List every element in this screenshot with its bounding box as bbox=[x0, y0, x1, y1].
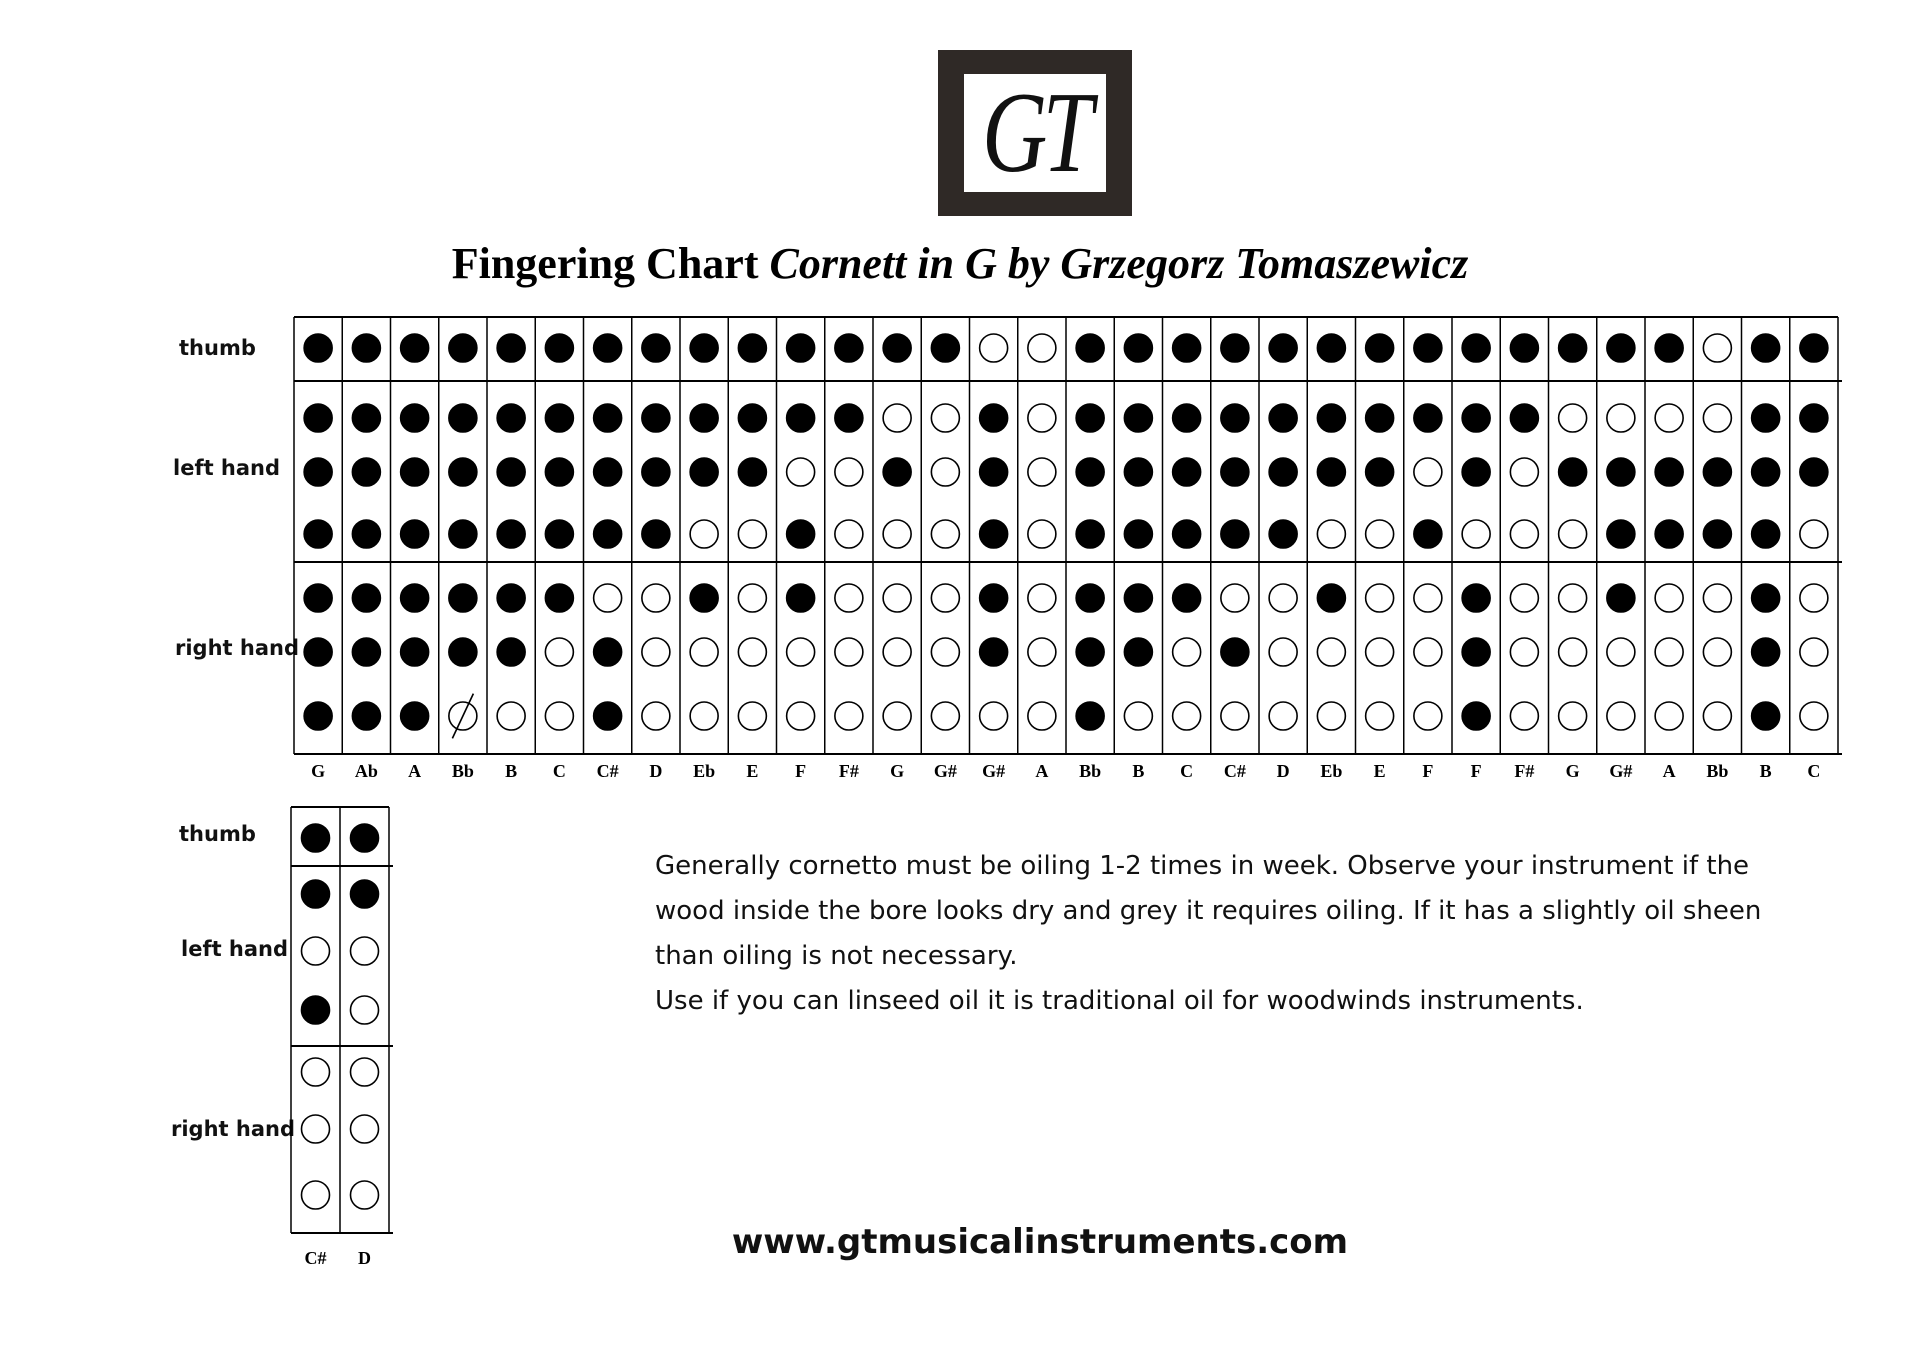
main-hole-left-1-closed bbox=[545, 404, 573, 432]
main-hole-thumb-closed bbox=[1559, 334, 1587, 362]
main-hole-right-1-closed bbox=[1462, 584, 1490, 612]
main-hole-right-2-closed bbox=[449, 638, 477, 666]
main-hole-right-1-open bbox=[1028, 584, 1056, 612]
main-hole-thumb-closed bbox=[1510, 334, 1538, 362]
main-note-label: G bbox=[311, 761, 326, 781]
main-hole-left-1-closed bbox=[497, 404, 525, 432]
main-hole-left-1-open bbox=[931, 404, 959, 432]
main-hole-left-3-open bbox=[738, 520, 766, 548]
main-hole-left-3-open bbox=[1800, 520, 1828, 548]
main-hole-left-1-closed bbox=[1124, 404, 1152, 432]
main-hole-right-2-open bbox=[642, 638, 670, 666]
small-hole-thumb-closed bbox=[302, 824, 330, 852]
main-hole-left-2-open bbox=[1414, 458, 1442, 486]
main-hole-left-2-closed bbox=[980, 458, 1008, 486]
main-note-label: A bbox=[1035, 761, 1049, 781]
small-note-label: C# bbox=[304, 1248, 327, 1268]
main-hole-left-1-closed bbox=[1800, 404, 1828, 432]
care-notes-line-3: than oiling is not necessary. bbox=[655, 941, 1018, 971]
main-hole-thumb-open bbox=[1028, 334, 1056, 362]
main-hole-left-2-closed bbox=[1559, 458, 1587, 486]
main-hole-left-1-closed bbox=[1414, 404, 1442, 432]
main-hole-right-3-open bbox=[545, 702, 573, 730]
main-note-label: G# bbox=[1609, 761, 1633, 781]
main-hole-right-3-open bbox=[1124, 702, 1152, 730]
main-hole-left-3-closed bbox=[545, 520, 573, 548]
main-note-label: Ab bbox=[354, 761, 378, 781]
main-hole-left-1-closed bbox=[1269, 404, 1297, 432]
small-note-label: D bbox=[358, 1248, 371, 1268]
small-hole-right-2-open bbox=[351, 1115, 379, 1143]
main-note-label: A bbox=[1662, 761, 1676, 781]
main-hole-right-1-open bbox=[1655, 584, 1683, 612]
main-hole-right-2-open bbox=[738, 638, 766, 666]
main-hole-thumb-closed bbox=[642, 334, 670, 362]
main-hole-left-1-closed bbox=[449, 404, 477, 432]
main-hole-thumb-closed bbox=[931, 334, 959, 362]
small-left-hand-label: left hand bbox=[181, 937, 289, 961]
main-hole-right-3-open bbox=[690, 702, 718, 730]
main-hole-right-1-open bbox=[835, 584, 863, 612]
main-hole-thumb-closed bbox=[545, 334, 573, 362]
main-hole-left-2-open bbox=[931, 458, 959, 486]
main-hole-left-2-open bbox=[1028, 458, 1056, 486]
main-hole-thumb-closed bbox=[1076, 334, 1104, 362]
small-right-hand-label: right hand bbox=[171, 1117, 295, 1141]
main-note-label: C bbox=[1807, 761, 1821, 781]
main-hole-left-2-closed bbox=[401, 458, 429, 486]
main-hole-left-3-closed bbox=[980, 520, 1008, 548]
main-hole-thumb-closed bbox=[1317, 334, 1345, 362]
main-hole-right-3-open bbox=[1366, 702, 1394, 730]
main-hole-left-3-open bbox=[1462, 520, 1490, 548]
main-hole-left-2-closed bbox=[1317, 458, 1345, 486]
main-note-label: G bbox=[890, 761, 905, 781]
gt-logo-text: GT bbox=[981, 74, 1089, 192]
main-hole-left-3-open bbox=[835, 520, 863, 548]
main-note-label: G# bbox=[933, 761, 957, 781]
main-hole-left-3-closed bbox=[642, 520, 670, 548]
main-hole-right-3-open bbox=[1173, 702, 1201, 730]
small-hole-right-1-open bbox=[302, 1058, 330, 1086]
main-hole-right-1-open bbox=[1559, 584, 1587, 612]
main-hole-left-3-closed bbox=[594, 520, 622, 548]
main-hole-left-1-open bbox=[1703, 404, 1731, 432]
main-hole-right-2-open bbox=[545, 638, 573, 666]
care-notes-line-2: wood inside the bore looks dry and grey it requires oiling. If it has a slightly oil sheen bbox=[655, 896, 1762, 926]
main-note-label: Eb bbox=[1320, 761, 1343, 781]
main-hole-left-3-closed bbox=[304, 520, 332, 548]
main-hole-left-2-closed bbox=[1462, 458, 1490, 486]
main-hole-right-3-open bbox=[1655, 702, 1683, 730]
main-hole-left-2-closed bbox=[497, 458, 525, 486]
main-hole-right-1-closed bbox=[1124, 584, 1152, 612]
main-left-hand-label: left hand bbox=[173, 456, 281, 480]
main-hole-right-2-open bbox=[1703, 638, 1731, 666]
main-hole-left-3-open bbox=[883, 520, 911, 548]
main-hole-right-2-open bbox=[1510, 638, 1538, 666]
main-hole-left-1-closed bbox=[1221, 404, 1249, 432]
main-note-label: C bbox=[552, 761, 566, 781]
main-hole-right-1-open bbox=[1221, 584, 1249, 612]
small-hole-left-3-open bbox=[351, 996, 379, 1024]
main-note-label: F bbox=[795, 761, 807, 781]
main-hole-left-3-open bbox=[1028, 520, 1056, 548]
small-hole-right-3-open bbox=[351, 1181, 379, 1209]
main-hole-right-1-closed bbox=[401, 584, 429, 612]
main-hole-thumb-closed bbox=[1800, 334, 1828, 362]
main-hole-right-2-open bbox=[931, 638, 959, 666]
main-hole-left-1-closed bbox=[1173, 404, 1201, 432]
main-note-label: F bbox=[1422, 761, 1434, 781]
small-hole-right-1-open bbox=[351, 1058, 379, 1086]
main-hole-right-2-closed bbox=[1076, 638, 1104, 666]
main-note-label: C bbox=[1180, 761, 1194, 781]
main-hole-right-1-open bbox=[738, 584, 766, 612]
main-hole-left-3-open bbox=[1510, 520, 1538, 548]
main-thumb-label: thumb bbox=[179, 336, 256, 360]
main-hole-left-1-open bbox=[1607, 404, 1635, 432]
main-hole-thumb-closed bbox=[690, 334, 718, 362]
main-hole-right-2-open bbox=[1559, 638, 1587, 666]
main-hole-right-1-closed bbox=[1173, 584, 1201, 612]
main-hole-left-2-open bbox=[787, 458, 815, 486]
main-hole-left-3-closed bbox=[497, 520, 525, 548]
main-hole-left-2-closed bbox=[594, 458, 622, 486]
main-hole-thumb-closed bbox=[401, 334, 429, 362]
main-note-label: E bbox=[746, 761, 759, 781]
main-hole-left-3-closed bbox=[1607, 520, 1635, 548]
main-hole-left-1-closed bbox=[835, 404, 863, 432]
main-hole-right-2-closed bbox=[980, 638, 1008, 666]
main-hole-right-3-open bbox=[1221, 702, 1249, 730]
main-hole-right-2-open bbox=[835, 638, 863, 666]
main-hole-left-1-closed bbox=[1366, 404, 1394, 432]
main-hole-left-2-closed bbox=[1800, 458, 1828, 486]
main-hole-left-3-closed bbox=[1269, 520, 1297, 548]
main-hole-thumb-open bbox=[1703, 334, 1731, 362]
main-hole-right-1-open bbox=[1800, 584, 1828, 612]
main-hole-right-3-closed bbox=[594, 702, 622, 730]
main-hole-left-2-closed bbox=[1655, 458, 1683, 486]
main-hole-thumb-closed bbox=[1124, 334, 1152, 362]
main-note-label: F bbox=[1470, 761, 1482, 781]
main-note-label: A bbox=[408, 761, 422, 781]
main-hole-left-3-closed bbox=[1076, 520, 1104, 548]
main-note-label: G bbox=[1565, 761, 1580, 781]
small-hole-left-3-closed bbox=[302, 996, 330, 1024]
main-hole-right-3-open bbox=[1028, 702, 1056, 730]
main-hole-right-3-closed bbox=[352, 702, 380, 730]
main-hole-right-2-closed bbox=[1752, 638, 1780, 666]
main-hole-right-2-closed bbox=[497, 638, 525, 666]
main-hole-right-3-open bbox=[497, 702, 525, 730]
main-hole-thumb-closed bbox=[1269, 334, 1297, 362]
small-hole-left-2-open bbox=[302, 937, 330, 965]
main-hole-right-3-closed bbox=[1462, 702, 1490, 730]
main-hole-left-2-closed bbox=[545, 458, 573, 486]
main-note-label: B bbox=[1759, 761, 1772, 781]
main-hole-thumb-closed bbox=[1607, 334, 1635, 362]
main-note-label: D bbox=[649, 761, 663, 781]
main-hole-left-3-open bbox=[1317, 520, 1345, 548]
main-note-label: Bb bbox=[1706, 761, 1729, 781]
main-hole-right-3-closed bbox=[304, 702, 332, 730]
main-hole-left-3-closed bbox=[1221, 520, 1249, 548]
main-hole-right-3-closed bbox=[1752, 702, 1780, 730]
main-hole-thumb-closed bbox=[738, 334, 766, 362]
small-hole-right-2-open bbox=[302, 1115, 330, 1143]
main-hole-right-3-open bbox=[1800, 702, 1828, 730]
main-hole-thumb-closed bbox=[497, 334, 525, 362]
main-hole-left-1-closed bbox=[690, 404, 718, 432]
main-hole-left-3-closed bbox=[1124, 520, 1152, 548]
main-hole-left-3-closed bbox=[352, 520, 380, 548]
main-hole-thumb-closed bbox=[1366, 334, 1394, 362]
main-hole-left-2-closed bbox=[1366, 458, 1394, 486]
main-hole-thumb-closed bbox=[449, 334, 477, 362]
main-hole-right-1-closed bbox=[352, 584, 380, 612]
main-hole-left-3-open bbox=[1559, 520, 1587, 548]
main-hole-right-3-open bbox=[1607, 702, 1635, 730]
small-hole-left-2-open bbox=[351, 937, 379, 965]
main-hole-right-1-open bbox=[1366, 584, 1394, 612]
main-note-label: Bb bbox=[1079, 761, 1102, 781]
website-url: www.gtmusicalinstruments.com bbox=[731, 1222, 1349, 1262]
main-hole-left-2-closed bbox=[738, 458, 766, 486]
main-hole-right-3-open bbox=[787, 702, 815, 730]
main-hole-left-2-open bbox=[835, 458, 863, 486]
main-hole-left-1-open bbox=[1655, 404, 1683, 432]
main-hole-right-1-closed bbox=[1317, 584, 1345, 612]
main-hole-right-2-open bbox=[1173, 638, 1201, 666]
main-note-label: E bbox=[1373, 761, 1386, 781]
small-hole-left-1-closed bbox=[302, 880, 330, 908]
main-hole-right-1-open bbox=[642, 584, 670, 612]
main-hole-left-2-closed bbox=[449, 458, 477, 486]
small-thumb-label: thumb bbox=[179, 822, 256, 846]
main-hole-right-1-closed bbox=[1607, 584, 1635, 612]
main-hole-thumb-closed bbox=[1173, 334, 1201, 362]
main-hole-left-2-closed bbox=[1269, 458, 1297, 486]
main-hole-thumb-closed bbox=[1414, 334, 1442, 362]
main-hole-thumb-closed bbox=[1221, 334, 1249, 362]
main-hole-right-1-closed bbox=[787, 584, 815, 612]
main-hole-thumb-closed bbox=[352, 334, 380, 362]
main-hole-right-2-open bbox=[1366, 638, 1394, 666]
main-hole-thumb-closed bbox=[304, 334, 332, 362]
main-hole-left-2-closed bbox=[1124, 458, 1152, 486]
care-notes bbox=[655, 844, 1795, 1024]
main-hole-right-3-open bbox=[642, 702, 670, 730]
main-hole-left-1-closed bbox=[1076, 404, 1104, 432]
main-note-label: F# bbox=[838, 761, 859, 781]
main-hole-left-2-closed bbox=[1221, 458, 1249, 486]
small-hole-thumb-closed bbox=[351, 824, 379, 852]
main-note-label: B bbox=[1132, 761, 1145, 781]
main-hole-left-2-closed bbox=[883, 458, 911, 486]
main-note-label: C# bbox=[596, 761, 619, 781]
main-hole-right-2-closed bbox=[1462, 638, 1490, 666]
care-notes-line-1: Generally cornetto must be oiling 1-2 times in week. Observe your instrument if the bbox=[655, 851, 1750, 881]
care-notes-line-4: Use if you can linseed oil it is traditional oil for woodwinds instruments. bbox=[655, 986, 1584, 1016]
main-note-label: F# bbox=[1514, 761, 1535, 781]
main-hole-right-2-open bbox=[1655, 638, 1683, 666]
main-hole-left-1-closed bbox=[1752, 404, 1780, 432]
main-hole-right-3-open bbox=[883, 702, 911, 730]
main-hole-right-2-open bbox=[1414, 638, 1442, 666]
main-hole-right-2-open bbox=[690, 638, 718, 666]
main-hole-thumb-closed bbox=[594, 334, 622, 362]
main-hole-right-1-closed bbox=[690, 584, 718, 612]
title-prefix: Fingering Chart bbox=[451, 239, 759, 288]
main-hole-right-3-closed bbox=[1076, 702, 1104, 730]
main-hole-right-2-closed bbox=[304, 638, 332, 666]
main-hole-left-3-closed bbox=[1703, 520, 1731, 548]
main-hole-right-3-closed bbox=[401, 702, 429, 730]
main-hole-left-3-closed bbox=[787, 520, 815, 548]
main-hole-right-3-open bbox=[931, 702, 959, 730]
main-hole-left-3-closed bbox=[449, 520, 477, 548]
main-note-label: G# bbox=[982, 761, 1006, 781]
main-hole-right-2-closed bbox=[1221, 638, 1249, 666]
main-right-hand-label: right hand bbox=[175, 636, 299, 660]
main-hole-right-3-open bbox=[835, 702, 863, 730]
main-hole-right-2-closed bbox=[401, 638, 429, 666]
main-hole-thumb-closed bbox=[883, 334, 911, 362]
main-hole-right-2-closed bbox=[594, 638, 622, 666]
main-hole-left-2-closed bbox=[352, 458, 380, 486]
main-hole-right-3-open bbox=[1414, 702, 1442, 730]
main-hole-left-3-closed bbox=[401, 520, 429, 548]
main-hole-left-3-open bbox=[690, 520, 718, 548]
main-hole-left-2-closed bbox=[1607, 458, 1635, 486]
main-hole-right-2-open bbox=[787, 638, 815, 666]
main-hole-right-1-closed bbox=[449, 584, 477, 612]
main-hole-left-3-open bbox=[1366, 520, 1394, 548]
main-hole-left-1-open bbox=[883, 404, 911, 432]
title-instrument: Cornett in G by Grzegorz Tomaszewicz bbox=[769, 239, 1469, 288]
main-hole-left-1-open bbox=[1559, 404, 1587, 432]
main-hole-thumb-closed bbox=[787, 334, 815, 362]
main-hole-left-1-closed bbox=[1317, 404, 1345, 432]
main-hole-left-2-open bbox=[1510, 458, 1538, 486]
main-hole-left-1-closed bbox=[980, 404, 1008, 432]
main-hole-right-1-open bbox=[1703, 584, 1731, 612]
main-hole-right-2-open bbox=[883, 638, 911, 666]
small-hole-left-1-closed bbox=[351, 880, 379, 908]
main-hole-right-3-open bbox=[738, 702, 766, 730]
main-hole-left-3-closed bbox=[1414, 520, 1442, 548]
main-hole-left-1-closed bbox=[738, 404, 766, 432]
main-hole-left-2-closed bbox=[642, 458, 670, 486]
main-hole-right-1-closed bbox=[1076, 584, 1104, 612]
main-hole-left-1-closed bbox=[1510, 404, 1538, 432]
main-hole-right-2-open bbox=[1269, 638, 1297, 666]
main-hole-left-3-closed bbox=[1173, 520, 1201, 548]
main-hole-thumb-closed bbox=[835, 334, 863, 362]
main-hole-thumb-open bbox=[980, 334, 1008, 362]
main-hole-right-1-closed bbox=[545, 584, 573, 612]
main-hole-right-2-closed bbox=[352, 638, 380, 666]
main-hole-left-2-closed bbox=[1173, 458, 1201, 486]
main-hole-left-3-closed bbox=[1752, 520, 1780, 548]
main-hole-right-3-open bbox=[1510, 702, 1538, 730]
main-hole-right-2-closed bbox=[1124, 638, 1152, 666]
main-hole-left-1-open bbox=[1028, 404, 1056, 432]
main-hole-left-1-closed bbox=[594, 404, 622, 432]
main-hole-left-1-closed bbox=[1462, 404, 1490, 432]
main-hole-right-3-open bbox=[1559, 702, 1587, 730]
main-note-label: D bbox=[1276, 761, 1290, 781]
main-hole-right-2-open bbox=[1607, 638, 1635, 666]
main-note-label: Eb bbox=[693, 761, 716, 781]
main-hole-left-3-open bbox=[931, 520, 959, 548]
main-hole-thumb-closed bbox=[1752, 334, 1780, 362]
main-hole-right-3-open bbox=[1317, 702, 1345, 730]
main-hole-left-2-closed bbox=[1076, 458, 1104, 486]
main-hole-right-1-closed bbox=[980, 584, 1008, 612]
main-hole-left-3-closed bbox=[1655, 520, 1683, 548]
small-hole-right-3-open bbox=[302, 1181, 330, 1209]
main-hole-right-1-open bbox=[594, 584, 622, 612]
main-hole-left-2-closed bbox=[1752, 458, 1780, 486]
main-hole-right-1-open bbox=[1269, 584, 1297, 612]
main-hole-thumb-closed bbox=[1655, 334, 1683, 362]
main-hole-thumb-closed bbox=[1462, 334, 1490, 362]
main-hole-right-2-open bbox=[1028, 638, 1056, 666]
main-hole-right-2-open bbox=[1800, 638, 1828, 666]
main-hole-left-2-closed bbox=[690, 458, 718, 486]
main-hole-left-1-closed bbox=[304, 404, 332, 432]
main-hole-right-1-closed bbox=[1752, 584, 1780, 612]
main-hole-left-1-closed bbox=[787, 404, 815, 432]
main-hole-left-1-closed bbox=[352, 404, 380, 432]
main-note-label: Bb bbox=[451, 761, 474, 781]
main-hole-left-1-closed bbox=[642, 404, 670, 432]
main-hole-right-1-open bbox=[1510, 584, 1538, 612]
main-hole-left-2-closed bbox=[1703, 458, 1731, 486]
main-hole-right-2-open bbox=[1317, 638, 1345, 666]
main-hole-right-3-open bbox=[980, 702, 1008, 730]
main-note-label: C# bbox=[1223, 761, 1246, 781]
main-hole-right-3-open bbox=[1269, 702, 1297, 730]
main-hole-right-1-closed bbox=[304, 584, 332, 612]
main-hole-right-1-closed bbox=[497, 584, 525, 612]
main-hole-right-1-open bbox=[1414, 584, 1442, 612]
main-note-label: B bbox=[505, 761, 518, 781]
main-hole-right-1-open bbox=[883, 584, 911, 612]
main-hole-right-1-open bbox=[931, 584, 959, 612]
main-hole-left-1-closed bbox=[401, 404, 429, 432]
main-hole-right-3-open bbox=[1703, 702, 1731, 730]
main-hole-left-2-closed bbox=[304, 458, 332, 486]
